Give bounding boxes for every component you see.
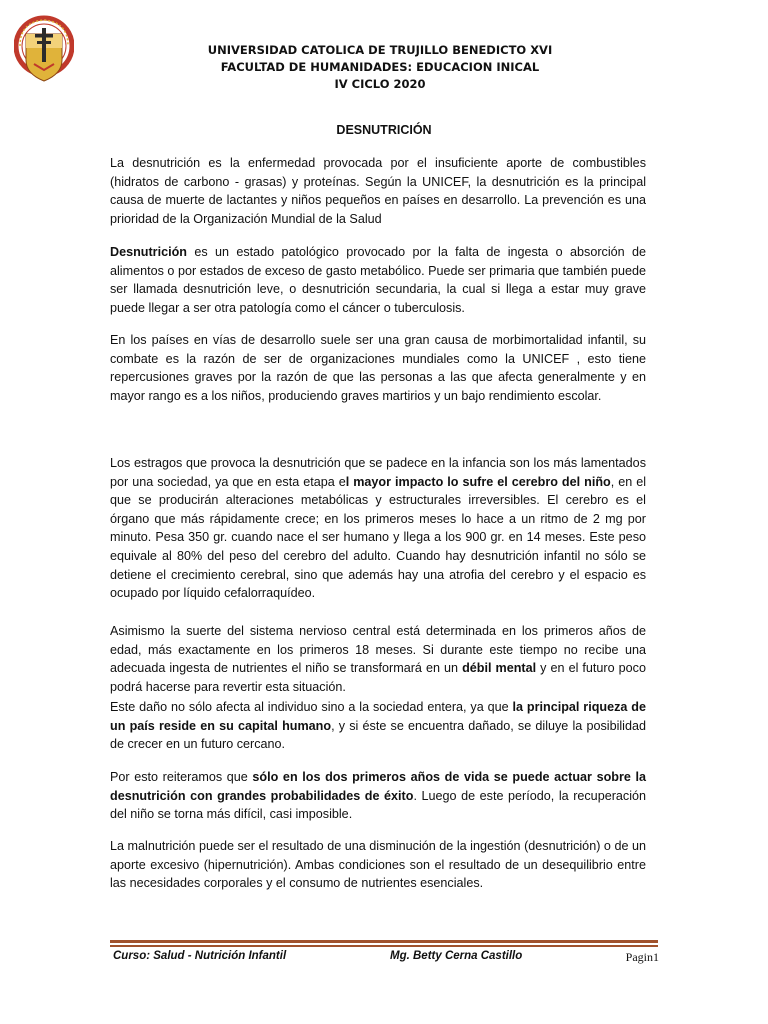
footer-divider-thin (110, 945, 658, 947)
page-number: Pagin1 (625, 950, 659, 964)
teacher-name: Mg. Betty Cerna Castillo (390, 950, 523, 962)
university-name: UNIVERSIDAD CATOLICA DE TRUJILLO BENEDICTO XVI (207, 43, 553, 57)
course-info: Curso: Salud - Nutrición Infantil (113, 950, 287, 962)
institution-header (150, 42, 610, 93)
paragraph-developing-countries: En los países en vías de desarrollo suele ser una gran causa de morbimortalidad infantil, su combate es la razón de ser de organizaciones mundiales como la UNICEF , esto tiene repercusiones graves por la razón de que las personas a las que afecta generalmente y en mayor rango es a los niños, produciendo graves martirios y un bajo rendimiento escolar. (110, 333, 646, 403)
faculty-name: FACULTAD DE HUMANIDADES: EDUCACION INICAL (220, 60, 540, 74)
paragraph-society: Este daño no sólo afecta al individuo sino a la sociedad entera, ya que la principal riqueza de un país reside en su capital humano, y si éste se encuentra dañado, se diluye la posibilidad de crecer en un futuro cercano. (110, 700, 646, 752)
paragraph-brain-impact: Los estragos que provoca la desnutrición que se padece en la infancia son los más lamentados por una sociedad, ya que en esta etapa el mayor impacto lo sufre el cerebro del niño, en el que se producirán alteraciones metabólicas y estructurales irreversibles. El cerebro es el órgano que más rápidamente crece; en los primeros meses lo hace a un ritmo de 2 mg por minuto. Pesa 350 gr. cuando nace el ser humano y llega a los 900 gr. en 14 meses. Este peso equivale al 80% del peso del cerebro del adulto. Cuando hay desnutrición infantil no sólo se detiene el crecimiento cerebral, sino que además hay una atrofia del cerebro y el espacio es ocupado por líquido cefalorraquídeo. (110, 456, 646, 601)
paragraph-malnutrition: La malnutrición puede ser el resultado de una disminución de la ingestión (desnutrición) o de un aporte excesivo (hipernutrición). Ambas condiciones son el resultado de un desequilibrio entre las necesidades corporales y el consumo de nutrientes esenciales. (110, 839, 646, 891)
document-title: DESNUTRICIÓN (336, 123, 432, 137)
paragraph-intro: La desnutrición es la enfermedad provocada por el insuficiente aporte de combustibles (hidratos de carbono - grasas) y proteínas. Según la UNICEF, la desnutrición es la principal causa de muerte de lactantes y niños pequeños en países en desarrollo. La prevención es una prioridad de la Organización Mundial de la Salud (110, 156, 646, 226)
paragraph-definition: Desnutrición es un estado patológico provocado por la falta de ingesta o absorción de alimentos o por estados de exceso de gasto metabólico. Puede ser primaria que también puede ser llamada desnutrición leve, o desnutrición secundaria, la cual si llega a estar muy grave puede llegar a ser otra patología como el cáncer o tuberculosis. (110, 245, 646, 315)
cycle-label: IV CICLO 2020 (334, 77, 426, 91)
paragraph-nervous-system: Asimismo la suerte del sistema nervioso central está determinada en los primeros años de edad, más exactamente en los primeros 18 meses. Si durante este tiempo no recibe una adecuada ingesta de nutrientes el niño se transformará en un débil mental y en el futuro poco podrá hacerse para revertir esta situación. (110, 624, 646, 694)
footer-divider-thick (110, 940, 658, 943)
paragraph-first-years: Por esto reiteramos que sólo en los dos primeros años de vida se puede actuar sobre la desnutrición con grandes probabilidades de éxito. Luego de este período, la recuperación del niño se torna más difícil, casi imposible. (110, 770, 647, 822)
definition-term: Desnutrición (110, 245, 187, 259)
page-footer (113, 950, 659, 966)
university-seal-icon (14, 14, 74, 86)
